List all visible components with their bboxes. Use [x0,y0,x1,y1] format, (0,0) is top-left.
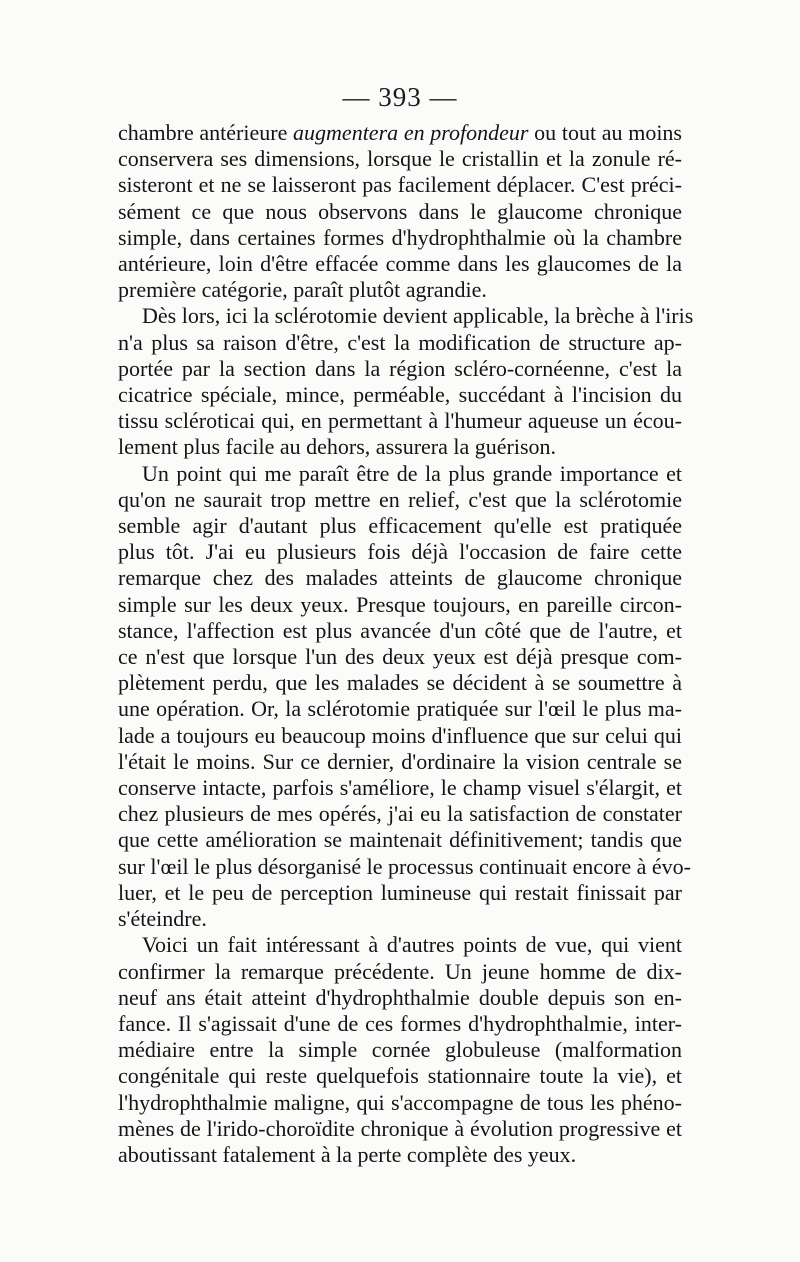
text-line [118,853,691,880]
text-span: conserve intacte, parfois s'améliore, le champ visuel s'élargit, et [118,775,682,801]
text-span: congénitale qui reste quelquefois stationnaire toute la vie), et [118,1063,682,1089]
text-line [118,146,682,172]
text-span: l'hydrophthalmie maligne, qui s'accompagne de tous les phéno- [118,1089,682,1115]
text-line [118,644,682,670]
text-span: sisteront et ne se laisseront pas facilement déplacer. C'est préci- [118,172,682,198]
text-line [118,356,682,382]
text-line [118,985,682,1011]
text-line [118,461,682,487]
text-span: ce n'est que lorsque l'un des deux yeux est déjà presque com- [118,644,682,670]
text-line [118,382,682,408]
page-number: — 393 — [342,82,458,112]
text-line [118,330,682,356]
text-line [118,1142,682,1168]
text-span: simple sur les deux yeux. Presque toujours, en pareille circon- [118,591,682,617]
paragraph [118,303,694,460]
text-span: Un point qui me paraît être de la plus grande importance et [142,460,682,486]
text-span: tissu scléroticai qui, en permettant à l'humeur aqueuse un écou- [118,408,682,434]
paragraph [118,932,682,1168]
text-line [118,225,682,251]
text-span: s'éteindre. [118,906,207,932]
text-span: portée par la section dans la région scléro-cornéenne, c'est la [118,355,682,381]
text-span: une opération. Or, la sclérotomie pratiquée sur l'œil le plus ma- [118,696,682,722]
text-span: Voici un fait intéressant à d'autres points de vue, qui vient [142,932,682,958]
text-span: ou tout au moins [528,120,682,145]
text-line [118,1011,682,1037]
text-span: neuf ans était atteint d'hydrophthalmie double depuis son en- [118,984,682,1010]
text-span: médiaire entre la simple cornée globuleuse (malformation [118,1037,682,1063]
text-span: chambre antérieure [118,120,294,145]
text-span: mènes de l'irido-choroïdite chronique à évolution progressive et [118,1115,682,1141]
text-span: cicatrice spéciale, mince, perméable, succédant à l'incision du [118,382,682,408]
text-span: lade a toujours eu beaucoup moins d'influence que sur celui qui [118,722,682,748]
text-span: que cette amélioration se maintenait définitivement; tandis que [118,827,682,853]
text-span: sur l'œil le plus désorganisé le processus continuait encore à évo- [118,853,691,879]
text-span: sément ce que nous observons dans le glaucome chronique [118,198,682,224]
text-line [118,172,682,198]
text-span: plus tôt. J'ai eu plusieurs fois déjà l'occasion de faire cette [118,539,682,565]
text-span: qu'on ne saurait trop mettre en relief, c'est que la sclérotomie [118,486,682,512]
text-line [118,303,694,329]
text-line [118,199,682,225]
text-line [118,565,682,591]
text-span: luer, et le peu de perception lumineuse qui restait finissait par [118,879,682,905]
text-line [118,592,682,618]
emphasized-text: augmentera en profondeur [293,120,529,145]
text-span: aboutissant fatalement à la perte complète des yeux. [118,1141,577,1167]
text-span: confirmer la remarque précédente. Un jeune homme de dix- [118,958,682,984]
text-line [118,696,682,722]
text-line [118,120,682,146]
text-span: première catégorie, paraît plutôt agrandie. [118,277,487,303]
text-line [118,1063,682,1089]
text-line [118,539,682,565]
text-line [118,880,682,906]
text-span: stance, l'affection est plus avancée d'un côté que de l'autre, et [118,617,682,643]
text-span: fance. Il s'agissait d'une de ces formes d'hydrophthalmie, inter- [118,1010,682,1036]
text-line [118,277,682,303]
text-span: remarque chez des malades atteints de glaucome chronique [118,565,682,591]
body-text [118,120,694,1168]
text-span: Dès lors, ici la sclérotomie devient applicable, la brèche à l'iris [142,303,694,329]
text-line [118,408,682,434]
text-line [118,434,682,460]
text-span: semble agir d'autant plus efficacement qu'elle est pratiquée [118,513,682,539]
text-line [118,1037,682,1063]
text-span: l'était le moins. Sur ce dernier, d'ordinaire la vision centrale se [118,748,682,774]
text-line [118,959,682,985]
text-line [118,827,682,853]
text-line [118,1116,682,1142]
text-line [118,618,682,644]
text-span: chez plusieurs de mes opérés, j'ai eu la satisfaction de constater [118,801,682,827]
text-line [118,487,682,513]
text-span: plètement perdu, que les malades se décident à se soumettre à [118,670,682,696]
paragraph [118,460,691,933]
text-line [118,932,682,958]
text-line [118,775,682,801]
text-line [118,749,682,775]
text-line [118,251,682,277]
text-line [118,723,682,749]
text-line [118,1090,682,1116]
text-span: simple, dans certaines formes d'hydrophthalmie où la chambre [118,224,682,250]
text-line [118,801,682,827]
text-line [118,670,682,696]
text-span: lement plus facile au dehors, assurera la guérison. [118,434,557,460]
text-line [118,906,682,932]
paragraph [118,120,682,303]
text-span: n'a plus sa raison d'être, c'est la modification de structure ap- [118,329,682,355]
text-line [118,513,682,539]
text-span: antérieure, loin d'être effacée comme dans les glaucomes de la [118,251,682,277]
text-span: conservera ses dimensions, lorsque le cristallin et la zonule ré- [118,146,682,172]
